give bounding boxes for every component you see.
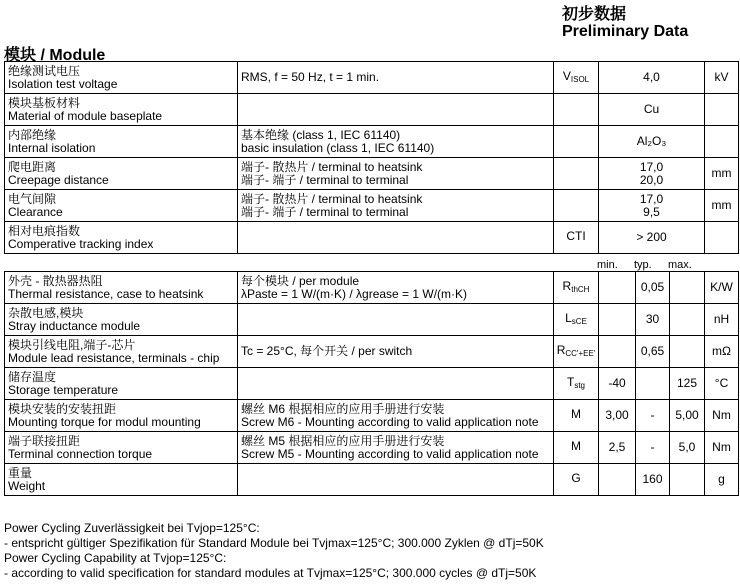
param-cn: 外壳 - 散热器热阻 [8, 273, 103, 288]
spec-row [5, 222, 739, 254]
typ-value: 0,65 [636, 336, 670, 368]
footer-line: - entspricht gültiger Spezifikation für Standard Module bei Tvjmax=125°C; 300.000 Zyklen @ dTj=50K [4, 536, 544, 550]
section-title: 模块 / Module [4, 47, 106, 64]
min-value [599, 272, 636, 304]
condition-line: RMS, f = 50 Hz, t = 1 min. [241, 70, 380, 84]
condition-cell [238, 368, 554, 400]
symbol-cell [554, 432, 599, 464]
condition-cell [238, 190, 554, 222]
condition-cell [238, 222, 554, 254]
condition-line: 每个模块 / per module [241, 273, 360, 288]
symbol-cell [554, 222, 599, 254]
param-cn: 模块基板材料 [8, 95, 81, 110]
unit-cell [705, 94, 739, 126]
param-cn: 端子联接扭距 [8, 433, 81, 448]
condition-line: λPaste = 1 W/(m·K) / λgrease = 1 W/(m·K) [241, 286, 468, 301]
symbol-sub: sCE [571, 316, 587, 326]
unit-cell: nH [705, 304, 739, 336]
condition-stack [241, 345, 553, 358]
symbol-main: R [562, 278, 572, 293]
param-en: Stray inductance module [8, 318, 141, 333]
spec-row [5, 272, 739, 304]
condition-stack [241, 129, 553, 155]
module-table-2 [4, 271, 739, 496]
param-cell [5, 222, 238, 254]
spec-row [5, 464, 739, 496]
condition-line: 螺丝 M6 根据相应的应用手册进行安装 [241, 401, 445, 416]
min-value [599, 304, 636, 336]
param-en: Mounting torque for modul mounting [8, 414, 201, 429]
min-value [599, 464, 636, 496]
param-stack [8, 129, 237, 155]
param-en: Thermal resistance, case to heatsink [8, 286, 204, 301]
symbol-main: L [565, 310, 572, 325]
param-cell [5, 158, 238, 190]
symbol-cell [554, 464, 599, 496]
param-cell [5, 432, 238, 464]
condition-line: Screw M6 - Mounting according to valid application note [241, 414, 539, 429]
spec-row [5, 432, 739, 464]
param-cell [5, 464, 238, 496]
condition-line: basic insulation (class 1, IEC 61140) [241, 140, 435, 155]
condition-cell [238, 464, 554, 496]
unit-cell: mm [705, 158, 739, 190]
condition-stack [241, 403, 553, 429]
symbol-cell [554, 158, 599, 190]
condition-line: 端子- 散热片 / terminal to heatsink [241, 159, 423, 174]
condition-cell [238, 400, 554, 432]
param-en: Isolation test voltage [8, 76, 118, 91]
param-en: Terminal connection torque [8, 446, 153, 461]
value-cell [599, 126, 705, 158]
symbol-cell [554, 272, 599, 304]
typ-value: - [636, 400, 670, 432]
param-stack [8, 193, 237, 219]
param-stack [8, 97, 237, 123]
prelim-en: Preliminary Data [562, 23, 689, 40]
value-line: 17,0 [639, 159, 664, 174]
unit-cell: mm [705, 190, 739, 222]
param-cell [5, 336, 238, 368]
max-value: 125 [670, 368, 705, 400]
value-stack [599, 135, 704, 148]
min-value: -40 [599, 368, 636, 400]
symbol-sub: stg [574, 380, 585, 390]
max-value [670, 464, 705, 496]
max-value [670, 336, 705, 368]
param-cell [5, 368, 238, 400]
param-stack [8, 161, 237, 187]
condition-cell [238, 432, 554, 464]
param-cn: 杂散电感,模块 [8, 305, 84, 320]
value-line: 9,5 [643, 204, 660, 219]
value-cell [599, 190, 705, 222]
param-stack [8, 467, 237, 493]
symbol-sub: thCH [571, 284, 590, 294]
condition-line: Screw M5 - Mounting according to valid application note [241, 446, 539, 461]
condition-cell [238, 94, 554, 126]
value-line: 17,0 [639, 191, 664, 206]
param-cn: 储存温度 [8, 369, 57, 384]
symbol-sub: ISOL [570, 74, 590, 84]
param-en: Comperative tracking index [8, 236, 154, 251]
symbol-main: R [556, 342, 566, 357]
symbol-cell [554, 94, 599, 126]
value-stack [599, 161, 704, 187]
symbol-cell [554, 62, 599, 94]
symbol-main: M [571, 438, 581, 453]
unit-cell: g [705, 464, 739, 496]
spec-row [5, 304, 739, 336]
spec-row [5, 190, 739, 222]
unit-cell: °C [705, 368, 739, 400]
value-line: Al₂O₃ [636, 134, 667, 148]
param-stack [8, 307, 237, 333]
condition-line: 端子- 散热片 / terminal to heatsink [241, 191, 423, 206]
footer-line: Power Cycling Zuverlässigkeit bei Tvjop=125°C: [4, 521, 260, 535]
symbol-main: G [571, 470, 581, 485]
spec-row [5, 336, 739, 368]
condition-cell [238, 272, 554, 304]
condition-cell [238, 126, 554, 158]
condition-line: 端子- 端子 / terminal to terminal [241, 204, 409, 219]
condition-line: 螺丝 M5 根据相应的应用手册进行安装 [241, 433, 445, 448]
param-cell [5, 400, 238, 432]
param-cell [5, 272, 238, 304]
symbol-cell [554, 336, 599, 368]
param-stack [8, 225, 237, 251]
param-en: Internal isolation [8, 140, 96, 155]
param-cn: 模块引线电阻,端子-芯片 [8, 337, 136, 352]
footer-notes [4, 521, 544, 581]
param-en: Storage temperature [8, 382, 119, 397]
unit-cell: kV [705, 62, 739, 94]
spec-row [5, 158, 739, 190]
param-stack [8, 371, 237, 397]
symbol-cell [554, 126, 599, 158]
param-cell [5, 62, 238, 94]
spec-row [5, 126, 739, 158]
prelim-cn: 初步数据 [562, 6, 627, 23]
param-cn: 绝缘测试电压 [8, 63, 81, 78]
param-cell [5, 94, 238, 126]
condition-line: Tc = 25°C, 每个开关 / per switch [241, 344, 413, 358]
unit-cell: Nm [705, 432, 739, 464]
param-stack [8, 435, 237, 461]
value-line: 20,0 [639, 172, 664, 187]
footer-line: Power Cycling Capability at Tvjop=125°C: [4, 551, 227, 565]
typ-label: typ. [634, 259, 652, 271]
max-value: 5,00 [670, 400, 705, 432]
typ-value [636, 368, 670, 400]
symbol-main: T [566, 374, 575, 389]
param-cn: 重量 [8, 465, 33, 480]
value-line: Cu [643, 102, 660, 116]
symbol-main: V [562, 68, 571, 83]
param-stack [8, 339, 237, 365]
param-en: Material of module baseplate [8, 108, 163, 123]
min-value: 2,5 [599, 432, 636, 464]
value-line: > 200 [636, 230, 667, 244]
symbol-cell [554, 400, 599, 432]
param-cell [5, 126, 238, 158]
max-value [670, 272, 705, 304]
value-stack [599, 103, 704, 116]
symbol-sub: CC'+EE' [565, 348, 596, 358]
param-cn: 电气间隙 [8, 191, 57, 206]
symbol-cell [554, 304, 599, 336]
unit-cell: Nm [705, 400, 739, 432]
condition-cell [238, 158, 554, 190]
spec-row [5, 400, 739, 432]
value-stack [599, 231, 704, 244]
typ-value: 0,05 [636, 272, 670, 304]
min-value: 3,00 [599, 400, 636, 432]
min-value [599, 336, 636, 368]
max-value: 5,0 [670, 432, 705, 464]
condition-stack [241, 71, 553, 84]
param-en: Weight [8, 478, 46, 493]
unit-cell: mΩ [705, 336, 739, 368]
condition-stack [241, 275, 553, 301]
min-label: min. [597, 259, 618, 271]
param-en: Module lead resistance, terminals - chip [8, 350, 220, 365]
param-stack [8, 65, 237, 91]
condition-line: 端子- 端子 / terminal to terminal [241, 172, 409, 187]
condition-cell [238, 304, 554, 336]
param-cn: 相对电痕指数 [8, 223, 81, 238]
typ-value: - [636, 432, 670, 464]
value-cell [599, 94, 705, 126]
typ-value: 30 [636, 304, 670, 336]
module-table-1 [4, 61, 739, 254]
param-cn: 模块安装的安装扭距 [8, 401, 117, 416]
condition-line: 基本绝缘 (class 1, IEC 61140) [241, 127, 401, 142]
symbol-cell [554, 368, 599, 400]
param-en: Clearance [8, 204, 63, 219]
param-stack [8, 403, 237, 429]
condition-stack [241, 435, 553, 461]
param-stack [8, 275, 237, 301]
value-stack [599, 193, 704, 219]
unit-cell [705, 222, 739, 254]
value-cell [599, 158, 705, 190]
max-value [670, 304, 705, 336]
param-cell [5, 304, 238, 336]
symbol-main: M [571, 406, 581, 421]
preliminary-data-label [562, 6, 688, 40]
condition-cell [238, 336, 554, 368]
spec-row [5, 368, 739, 400]
param-cell [5, 190, 238, 222]
typ-value: 160 [636, 464, 670, 496]
symbol-main: CTI [566, 228, 586, 243]
param-cn: 爬电距离 [8, 159, 57, 174]
condition-stack [241, 161, 553, 187]
unit-cell [705, 126, 739, 158]
spec-row [5, 94, 739, 126]
value-line: 4,0 [643, 70, 660, 84]
condition-stack [241, 193, 553, 219]
spec-row [5, 62, 739, 94]
footer-line: - according to valid specification for standard modules at Tvjmax=125°C; 300.000 cycles @ dTj=50K [4, 566, 537, 580]
param-en: Creepage distance [8, 172, 109, 187]
condition-cell [238, 62, 554, 94]
symbol-cell [554, 190, 599, 222]
value-stack [599, 71, 704, 84]
value-cell [599, 222, 705, 254]
param-cn: 内部绝缘 [8, 127, 57, 142]
max-label: max. [668, 259, 692, 271]
unit-cell: K/W [705, 272, 739, 304]
value-cell [599, 62, 705, 94]
